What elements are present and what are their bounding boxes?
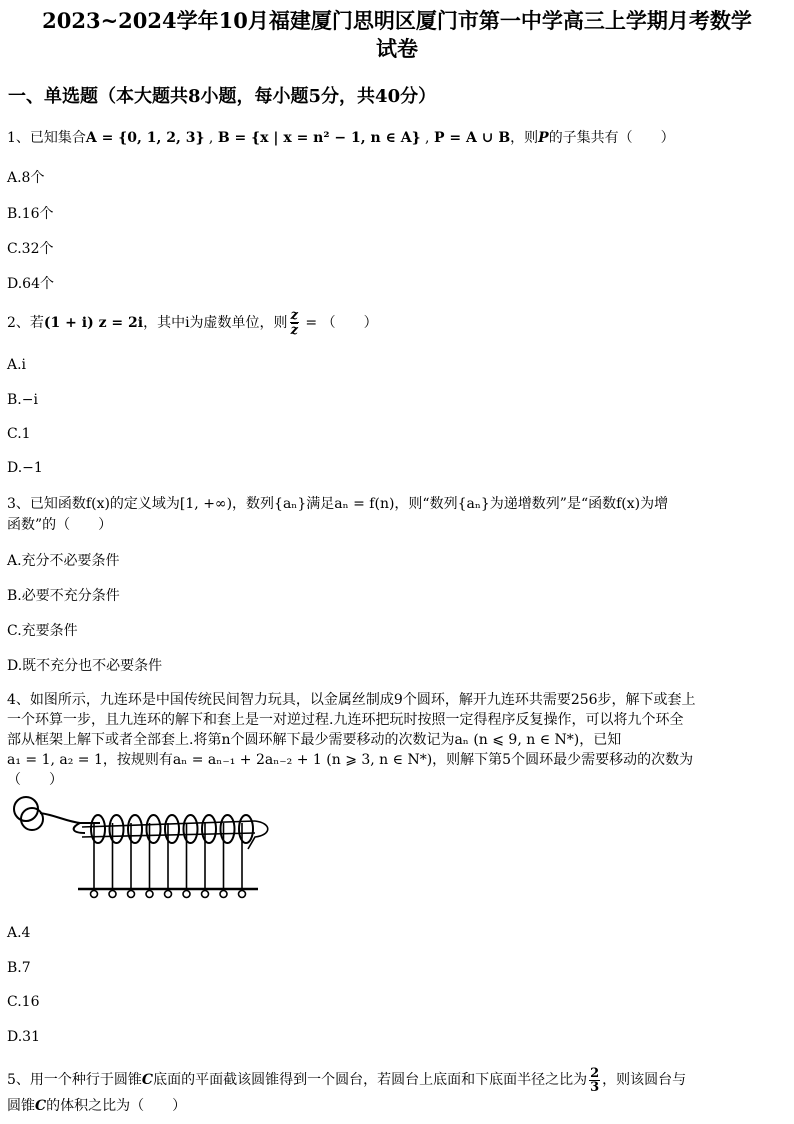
question-3-option-a[interactable]: A.充分不必要条件 bbox=[7, 553, 120, 569]
question-4-option-c[interactable]: C.16 bbox=[7, 994, 40, 1010]
stem-text: 底面的平面截该圆锥得到一个圆台，若圆台上底面和下底面半径之比为 bbox=[153, 1072, 588, 1088]
post-foot bbox=[109, 891, 116, 898]
post-foot bbox=[91, 891, 98, 898]
fraction-denominator: 3 bbox=[590, 1079, 600, 1095]
stem-text: 若 bbox=[29, 315, 44, 331]
question-4-stem-line3: 部从框架上解下或者全部套上.将第n个圆环解下最少需要移动的次数记为aₙ (n ⩽ 9, n ∈ N*)，已知 bbox=[7, 732, 622, 748]
post-foot bbox=[183, 891, 190, 898]
post-foot bbox=[239, 891, 246, 898]
question-number: 2、 bbox=[7, 315, 30, 331]
ring bbox=[221, 815, 235, 843]
question-3-stem-line2: 函数”的（ ） bbox=[7, 517, 113, 533]
stem-text: 已知函数f(x)的定义域为[1, +∞)，数列{aₙ}满足aₙ = f(n)，则“数列{aₙ}为递增数列”是“函数f(x)为增 bbox=[29, 496, 669, 512]
question-4-option-a[interactable]: A.4 bbox=[7, 925, 31, 941]
stem-text: 用一个种行于圆锥 bbox=[29, 1072, 142, 1088]
question-4-stem-line4: a₁ = 1, a₂ = 1，按规则有aₙ = aₙ₋₁ + 2aₙ₋₂ + 1 (n ⩾ 3, n ∈ N*)，则解下第5个圆环最少需要移动的次数为 bbox=[7, 752, 694, 768]
stem-text: 圆锥 bbox=[7, 1098, 35, 1114]
stem-text: 的子集共有（ ） bbox=[548, 130, 675, 146]
section-title: 一、单选题（本大题共8小题，每小题5分，共40分） bbox=[8, 86, 437, 107]
post-foot bbox=[202, 891, 209, 898]
question-3-stem-line1 bbox=[7, 494, 668, 514]
stem-text: = （ ） bbox=[300, 315, 378, 331]
question-4-stem-line5: （ ） bbox=[7, 772, 63, 788]
fraction-denominator: z bbox=[290, 323, 298, 338]
question-number: 1、 bbox=[7, 130, 30, 146]
stem-text: 已知集合 bbox=[29, 130, 86, 146]
question-number: 4、 bbox=[7, 692, 30, 708]
question-2-option-d[interactable]: D.−1 bbox=[7, 460, 43, 476]
question-5-stem-line1 bbox=[7, 1066, 686, 1094]
set-a-expression: A = {0, 1, 2, 3} bbox=[85, 130, 205, 146]
ring bbox=[202, 815, 216, 843]
question-5-stem-line2 bbox=[7, 1096, 186, 1116]
ring bbox=[91, 815, 105, 843]
post-foot bbox=[165, 891, 172, 898]
ring bbox=[128, 815, 142, 843]
post-foot bbox=[128, 891, 135, 898]
variable-p: P bbox=[538, 130, 549, 146]
equation: (1 + i) z = 2i bbox=[43, 315, 144, 331]
question-2-stem bbox=[7, 308, 378, 338]
nine-rings-figure bbox=[10, 793, 272, 903]
question-1-option-d[interactable]: D.64个 bbox=[7, 276, 54, 292]
question-3-option-c[interactable]: C.充要条件 bbox=[7, 623, 78, 639]
fraction-numerator: z bbox=[290, 308, 298, 323]
separator: , bbox=[204, 130, 218, 146]
question-number: 3、 bbox=[7, 496, 30, 512]
stem-text: ，则该圆台与 bbox=[602, 1072, 687, 1088]
page-title-line1: 2023~2024学年10月福建厦门思明区厦门市第一中学高三上学期月考数学 bbox=[42, 8, 752, 33]
separator: , bbox=[420, 130, 434, 146]
fraction-two-thirds bbox=[589, 1067, 600, 1094]
question-1-option-c[interactable]: C.32个 bbox=[7, 241, 54, 257]
question-4-stem-line2: 一个环算一步，且九连环的解下和套上是一对逆过程.九连环把玩时按照一定得程序反复操作，可以将九个环全 bbox=[7, 712, 684, 728]
stem-text: 如图所示，九连环是中国传统民间智力玩具，以金属丝制成9个圆环，解开九连环共需要256步，解下或套上 bbox=[29, 692, 696, 708]
question-4-stem-line1 bbox=[7, 690, 696, 710]
question-4-option-b[interactable]: B.7 bbox=[7, 960, 31, 976]
ring bbox=[239, 815, 253, 843]
question-2-option-a[interactable]: A.i bbox=[7, 357, 27, 373]
question-2-option-b[interactable]: B.−i bbox=[7, 392, 38, 408]
question-4-option-d[interactable]: D.31 bbox=[7, 1029, 40, 1045]
ring bbox=[147, 815, 161, 843]
variable-c: C bbox=[141, 1072, 154, 1088]
set-p-expression: P = A ∪ B bbox=[433, 130, 511, 146]
post-foot bbox=[220, 891, 227, 898]
question-3-option-b[interactable]: B.必要不充分条件 bbox=[7, 588, 120, 604]
question-3-option-d[interactable]: D.既不充分也不必要条件 bbox=[7, 658, 163, 674]
fraction-z-over-zbar bbox=[290, 309, 299, 337]
variable-c: C bbox=[35, 1098, 47, 1114]
stem-text: ，则 bbox=[510, 130, 539, 146]
question-2-option-c[interactable]: C.1 bbox=[7, 426, 31, 442]
page-title-line2: 试卷 bbox=[376, 36, 418, 61]
figure-rings bbox=[91, 815, 254, 898]
question-1-option-a[interactable]: A.8个 bbox=[7, 170, 45, 186]
question-1-stem bbox=[7, 128, 675, 148]
ring bbox=[165, 815, 179, 843]
set-b-expression: B = {x | x = n² − 1, n ∈ A} bbox=[217, 130, 421, 146]
fraction-numerator: 2 bbox=[590, 1065, 600, 1081]
post-foot bbox=[146, 891, 153, 898]
ring bbox=[110, 815, 124, 843]
stem-text: 的体积之比为（ ） bbox=[46, 1098, 187, 1114]
stem-text: ，其中i为虚数单位，则 bbox=[143, 315, 288, 331]
question-number: 5、 bbox=[7, 1072, 30, 1088]
question-1-option-b[interactable]: B.16个 bbox=[7, 206, 54, 222]
ring bbox=[184, 815, 198, 843]
